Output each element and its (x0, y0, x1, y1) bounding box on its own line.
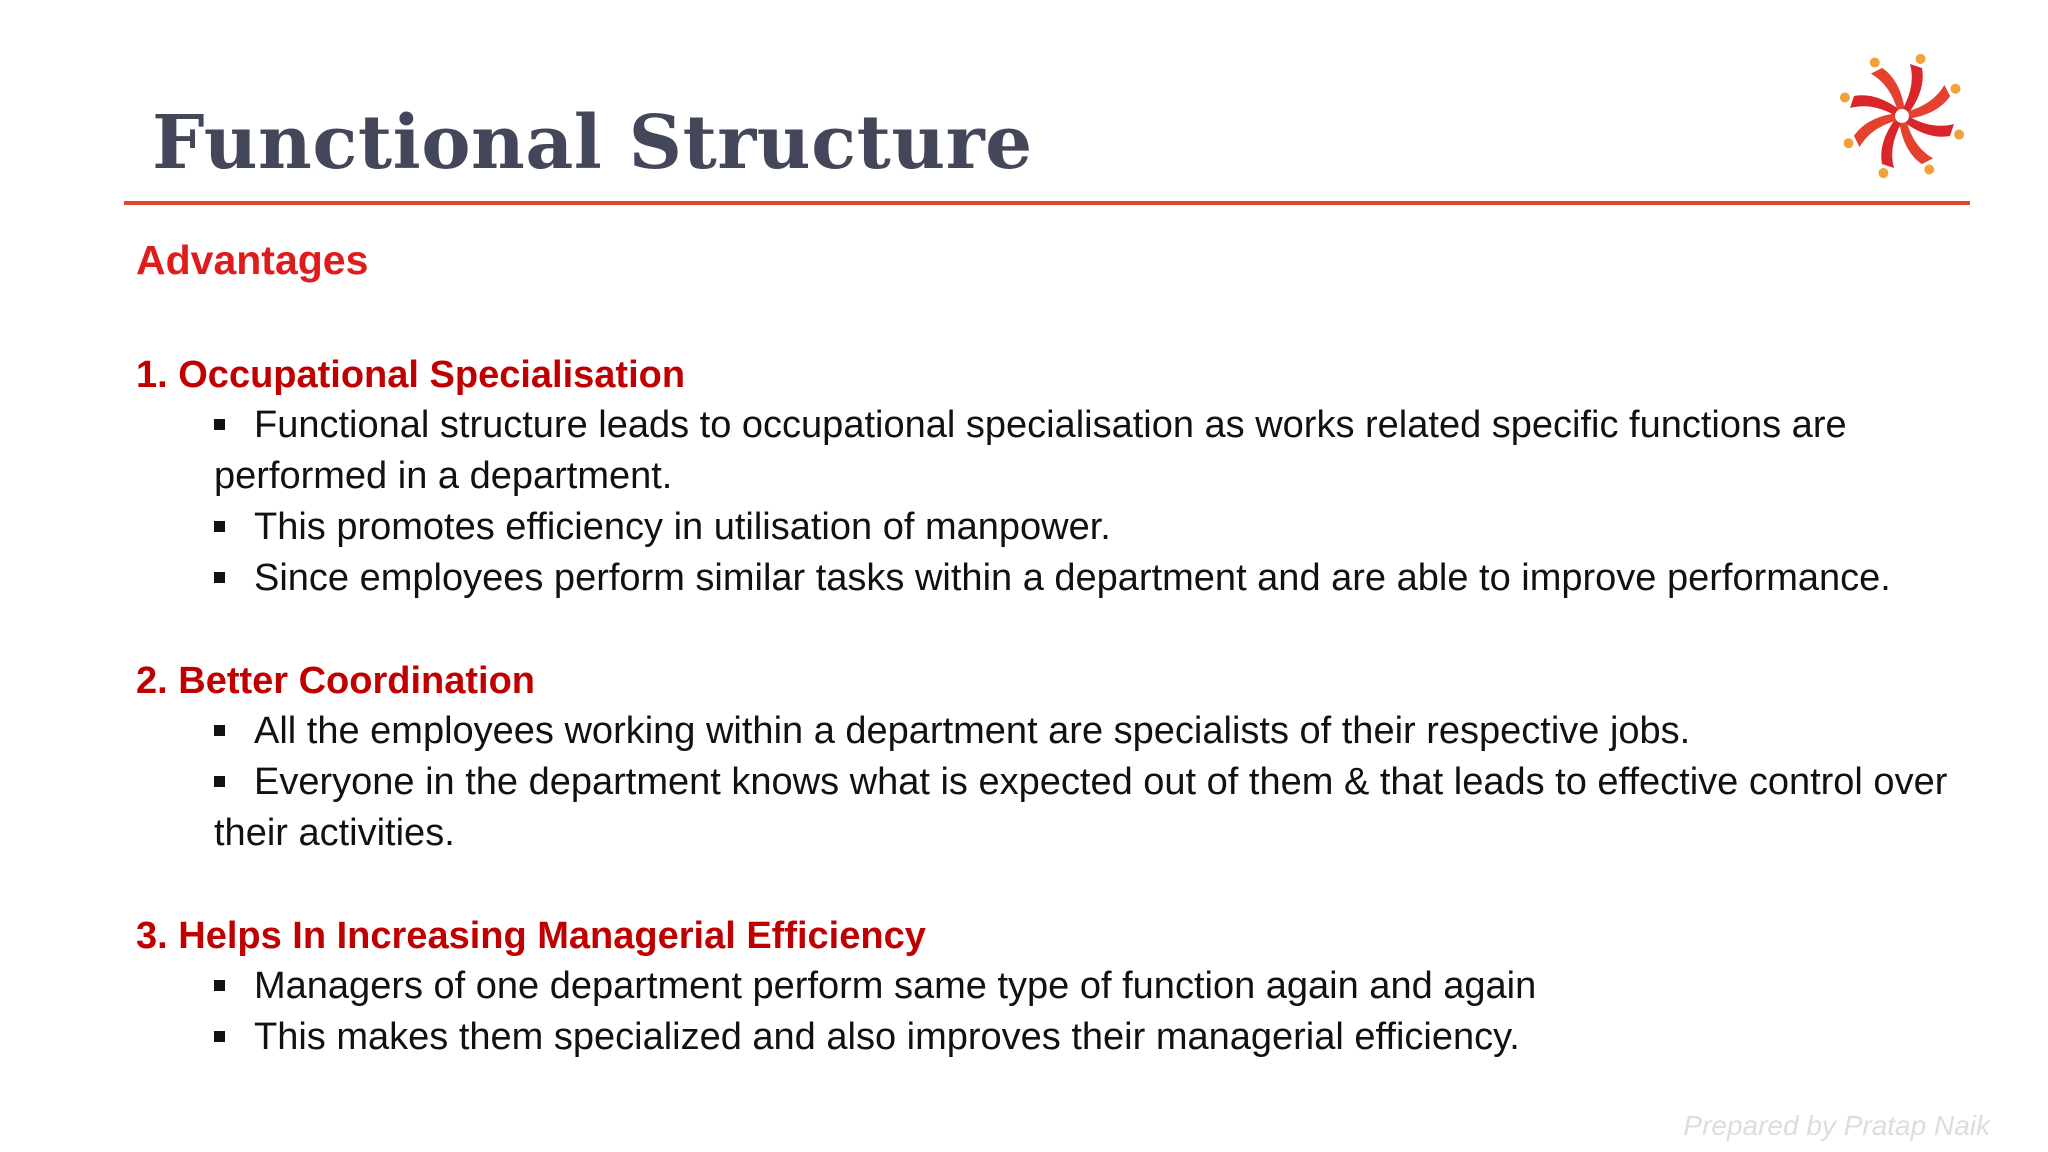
square-bullet-icon (214, 1031, 225, 1042)
list-item-text: Managers of one department perform same type of function again and again (254, 965, 1537, 1007)
section-heading: 3. Helps In Increasing Managerial Efficiency (136, 915, 926, 957)
list-item-text: This promotes efficiency in utilisation of manpower. (254, 506, 1111, 548)
title-divider (124, 201, 1970, 205)
red-star-logo-icon (1836, 50, 1968, 182)
list-item (214, 400, 1976, 502)
footer-credit: Prepared by Pratap Naik (1683, 1110, 1990, 1141)
section-occupational-specialisation (136, 350, 1976, 604)
square-bullet-icon (214, 776, 225, 787)
square-bullet-icon (214, 419, 225, 430)
square-bullet-icon (214, 521, 225, 532)
slide-content (136, 236, 1976, 1115)
section-managerial-efficiency (136, 911, 1976, 1063)
square-bullet-icon (214, 572, 225, 583)
bullet-list (214, 400, 1976, 604)
list-item-text: Everyone in the department knows what is expected out of them & that leads to effective control over their activities. (214, 761, 1948, 854)
list-item-text: All the employees working within a department are specialists of their respective jobs. (254, 710, 1691, 752)
list-item-text: This makes them specialized and also improves their managerial efficiency. (254, 1016, 1520, 1058)
list-item (214, 757, 1976, 859)
slide-title: Functional Structure (152, 100, 1033, 186)
list-item (214, 502, 1976, 553)
list-item (214, 706, 1976, 757)
list-item (214, 1012, 1976, 1063)
square-bullet-icon (214, 980, 225, 991)
bullet-list (214, 961, 1976, 1063)
square-bullet-icon (214, 725, 225, 736)
list-item (214, 553, 1976, 604)
section-heading: 2. Better Coordination (136, 660, 536, 702)
list-item-text: Since employees perform similar tasks within a department and are able to improve performance. (254, 557, 1891, 599)
advantages-heading: Advantages (136, 237, 369, 283)
list-item (214, 961, 1976, 1012)
list-item-text: Functional structure leads to occupational specialisation as works related specific functions are performed in a department. (214, 404, 1847, 497)
section-better-coordination (136, 656, 1976, 859)
bullet-list (214, 706, 1976, 859)
section-heading: 1. Occupational Specialisation (136, 354, 686, 396)
